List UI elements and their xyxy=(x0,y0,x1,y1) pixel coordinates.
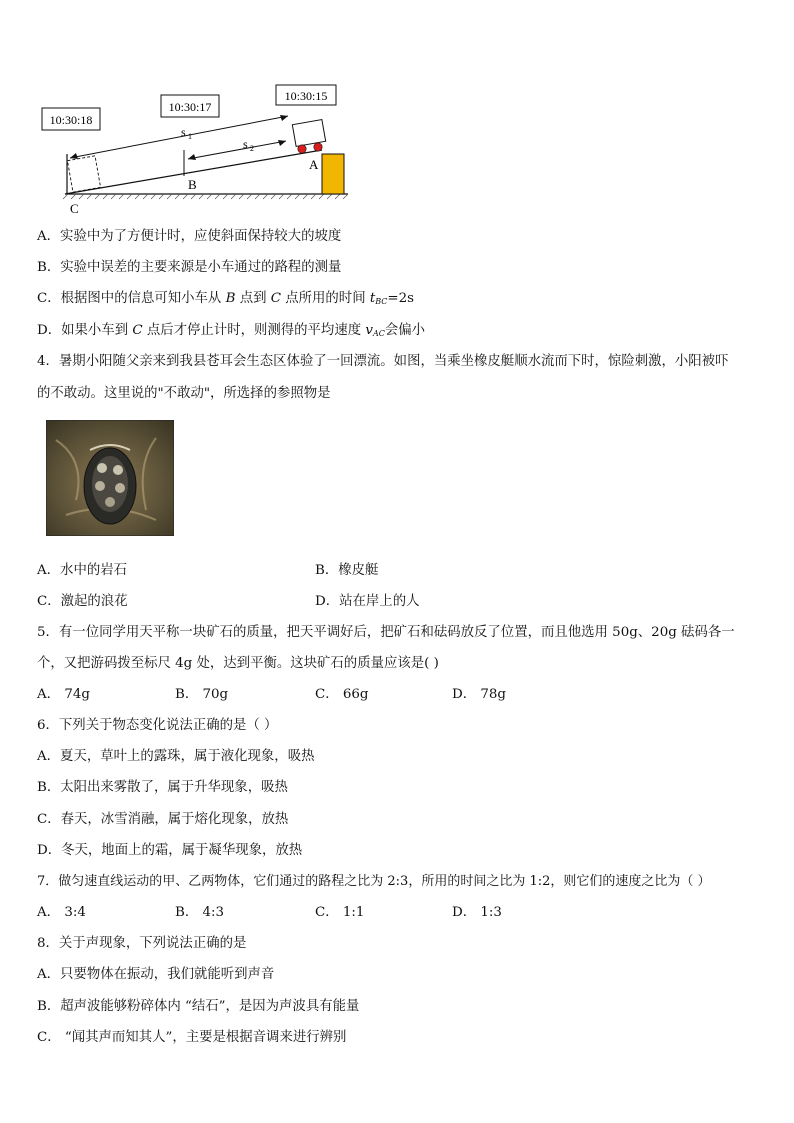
q7-stem: 7．做匀速直线运动的甲、乙两物体，它们通过的路程之比为 2:3，所用的时间之比为 1:2，则它们的速度之比为（ ） xyxy=(37,874,711,889)
label-s1: s xyxy=(181,125,186,139)
q5-option-d: D． 78g xyxy=(452,687,506,702)
q6-stem: 6．下列关于物态变化说法正确的是（ ） xyxy=(37,718,278,733)
q5-option-c: C． 66g xyxy=(315,687,369,702)
q8-option-b: B．超声波能够粉碎体内 “结石”，是因为声波具有能量 xyxy=(37,999,360,1014)
label-s1-sub: 1 xyxy=(188,132,192,141)
q3-d-pre: D．如果小车到 xyxy=(37,323,133,338)
label-point-c: C xyxy=(70,201,79,216)
q7-option-b: B． 4:3 xyxy=(175,905,225,920)
timer-c-text: 10:30:18 xyxy=(49,113,93,127)
label-point-a: A xyxy=(309,157,319,172)
support-block xyxy=(322,154,344,194)
q4-option-c: C．激起的浪花 xyxy=(37,594,128,609)
q5-stem-line1: 5．有一位同学用天平称一块矿石的质量，把天平调好后，把矿石和砝码放反了位置，而且他选用 50g、20g 砝码各一 xyxy=(37,625,735,640)
q4-option-b: B．橡皮艇 xyxy=(315,563,379,578)
ground-hatching xyxy=(63,194,348,199)
q4-stem-line2: 的不敢动。这里说的"不敢动"，所选择的参照物是 xyxy=(37,386,331,401)
q7-option-c: C． 1:1 xyxy=(315,905,365,920)
q3-c-b: B xyxy=(225,291,236,306)
timer-b-text: 10:30:17 xyxy=(168,100,212,114)
q8-option-c: C． “闻其声而知其人”，主要是根据音调来进行辨别 xyxy=(37,1030,347,1045)
label-s2-sub: 2 xyxy=(250,144,254,153)
q3-c-pre: C．根据图中的信息可知小车从 xyxy=(37,291,226,306)
q5-option-a: A． 74g xyxy=(37,687,90,702)
q3-c-c: C xyxy=(270,291,281,306)
q3-d-v: v xyxy=(365,323,373,338)
q3-option-b: B．实验中误差的主要来源是小车通过的路程的测量 xyxy=(37,260,342,275)
q3-d-sub: AC xyxy=(372,329,385,338)
q6-option-b: B．太阳出来雾散了，属于升华现象，吸热 xyxy=(37,780,288,795)
cart-dashed-at-c xyxy=(67,156,100,192)
q4-option-a: A．水中的岩石 xyxy=(37,563,128,578)
q3-option-d xyxy=(37,322,425,343)
q5-stem-line2: 个，又把游码拨至标尺 4g 处，达到平衡。这块矿石的质量应该是( ) xyxy=(37,656,439,671)
q6-option-d: D．冬天，地面上的霜，属于凝华现象，放热 xyxy=(37,843,303,858)
incline-experiment-diagram xyxy=(30,80,370,220)
q3-c-end: =2s xyxy=(387,291,415,306)
timer-a-text: 10:30:15 xyxy=(284,89,328,103)
q8-stem: 8．关于声现象，下列说法正确的是 xyxy=(37,936,247,951)
label-point-b: B xyxy=(188,177,197,192)
q3-c-sub: BC xyxy=(375,297,388,306)
q8-option-a: A．只要物体在振动，我们就能听到声音 xyxy=(37,967,275,982)
q7-option-d: D． 1:3 xyxy=(452,905,502,920)
q5-option-b: B． 70g xyxy=(175,687,229,702)
rafting-boat-photo xyxy=(46,420,174,536)
q6-option-a: A．夏天，草叶上的露珠，属于液化现象，吸热 xyxy=(37,749,315,764)
q3-c-t: t xyxy=(369,291,376,306)
q3-d-end: 会偏小 xyxy=(384,323,426,338)
q3-c-mid: 点到 xyxy=(235,291,271,306)
label-s2: s xyxy=(243,137,248,151)
q3-option-a: A．实验中为了方便计时，应使斜面保持较大的坡度 xyxy=(37,229,342,244)
q3-d-c: C xyxy=(132,323,143,338)
q3-d-mid: 点后才停止计时，则测得的平均速度 xyxy=(142,323,366,338)
q3-c-mid2: 点所用的时间 xyxy=(280,291,370,306)
q3-option-c xyxy=(37,290,414,311)
q4-option-d: D．站在岸上的人 xyxy=(315,594,420,609)
q4-stem-line1: 4．暑期小阳随父亲来到我县苍耳会生态区体验了一回漂流。如图，当乘坐橡皮艇顺水流而下时，惊险刺激，小阳被吓 xyxy=(37,354,729,369)
q6-option-c: C．春天，冰雪消融，属于熔化现象，放热 xyxy=(37,812,289,827)
q7-option-a: A． 3:4 xyxy=(37,905,86,920)
cart-at-a xyxy=(292,120,325,154)
